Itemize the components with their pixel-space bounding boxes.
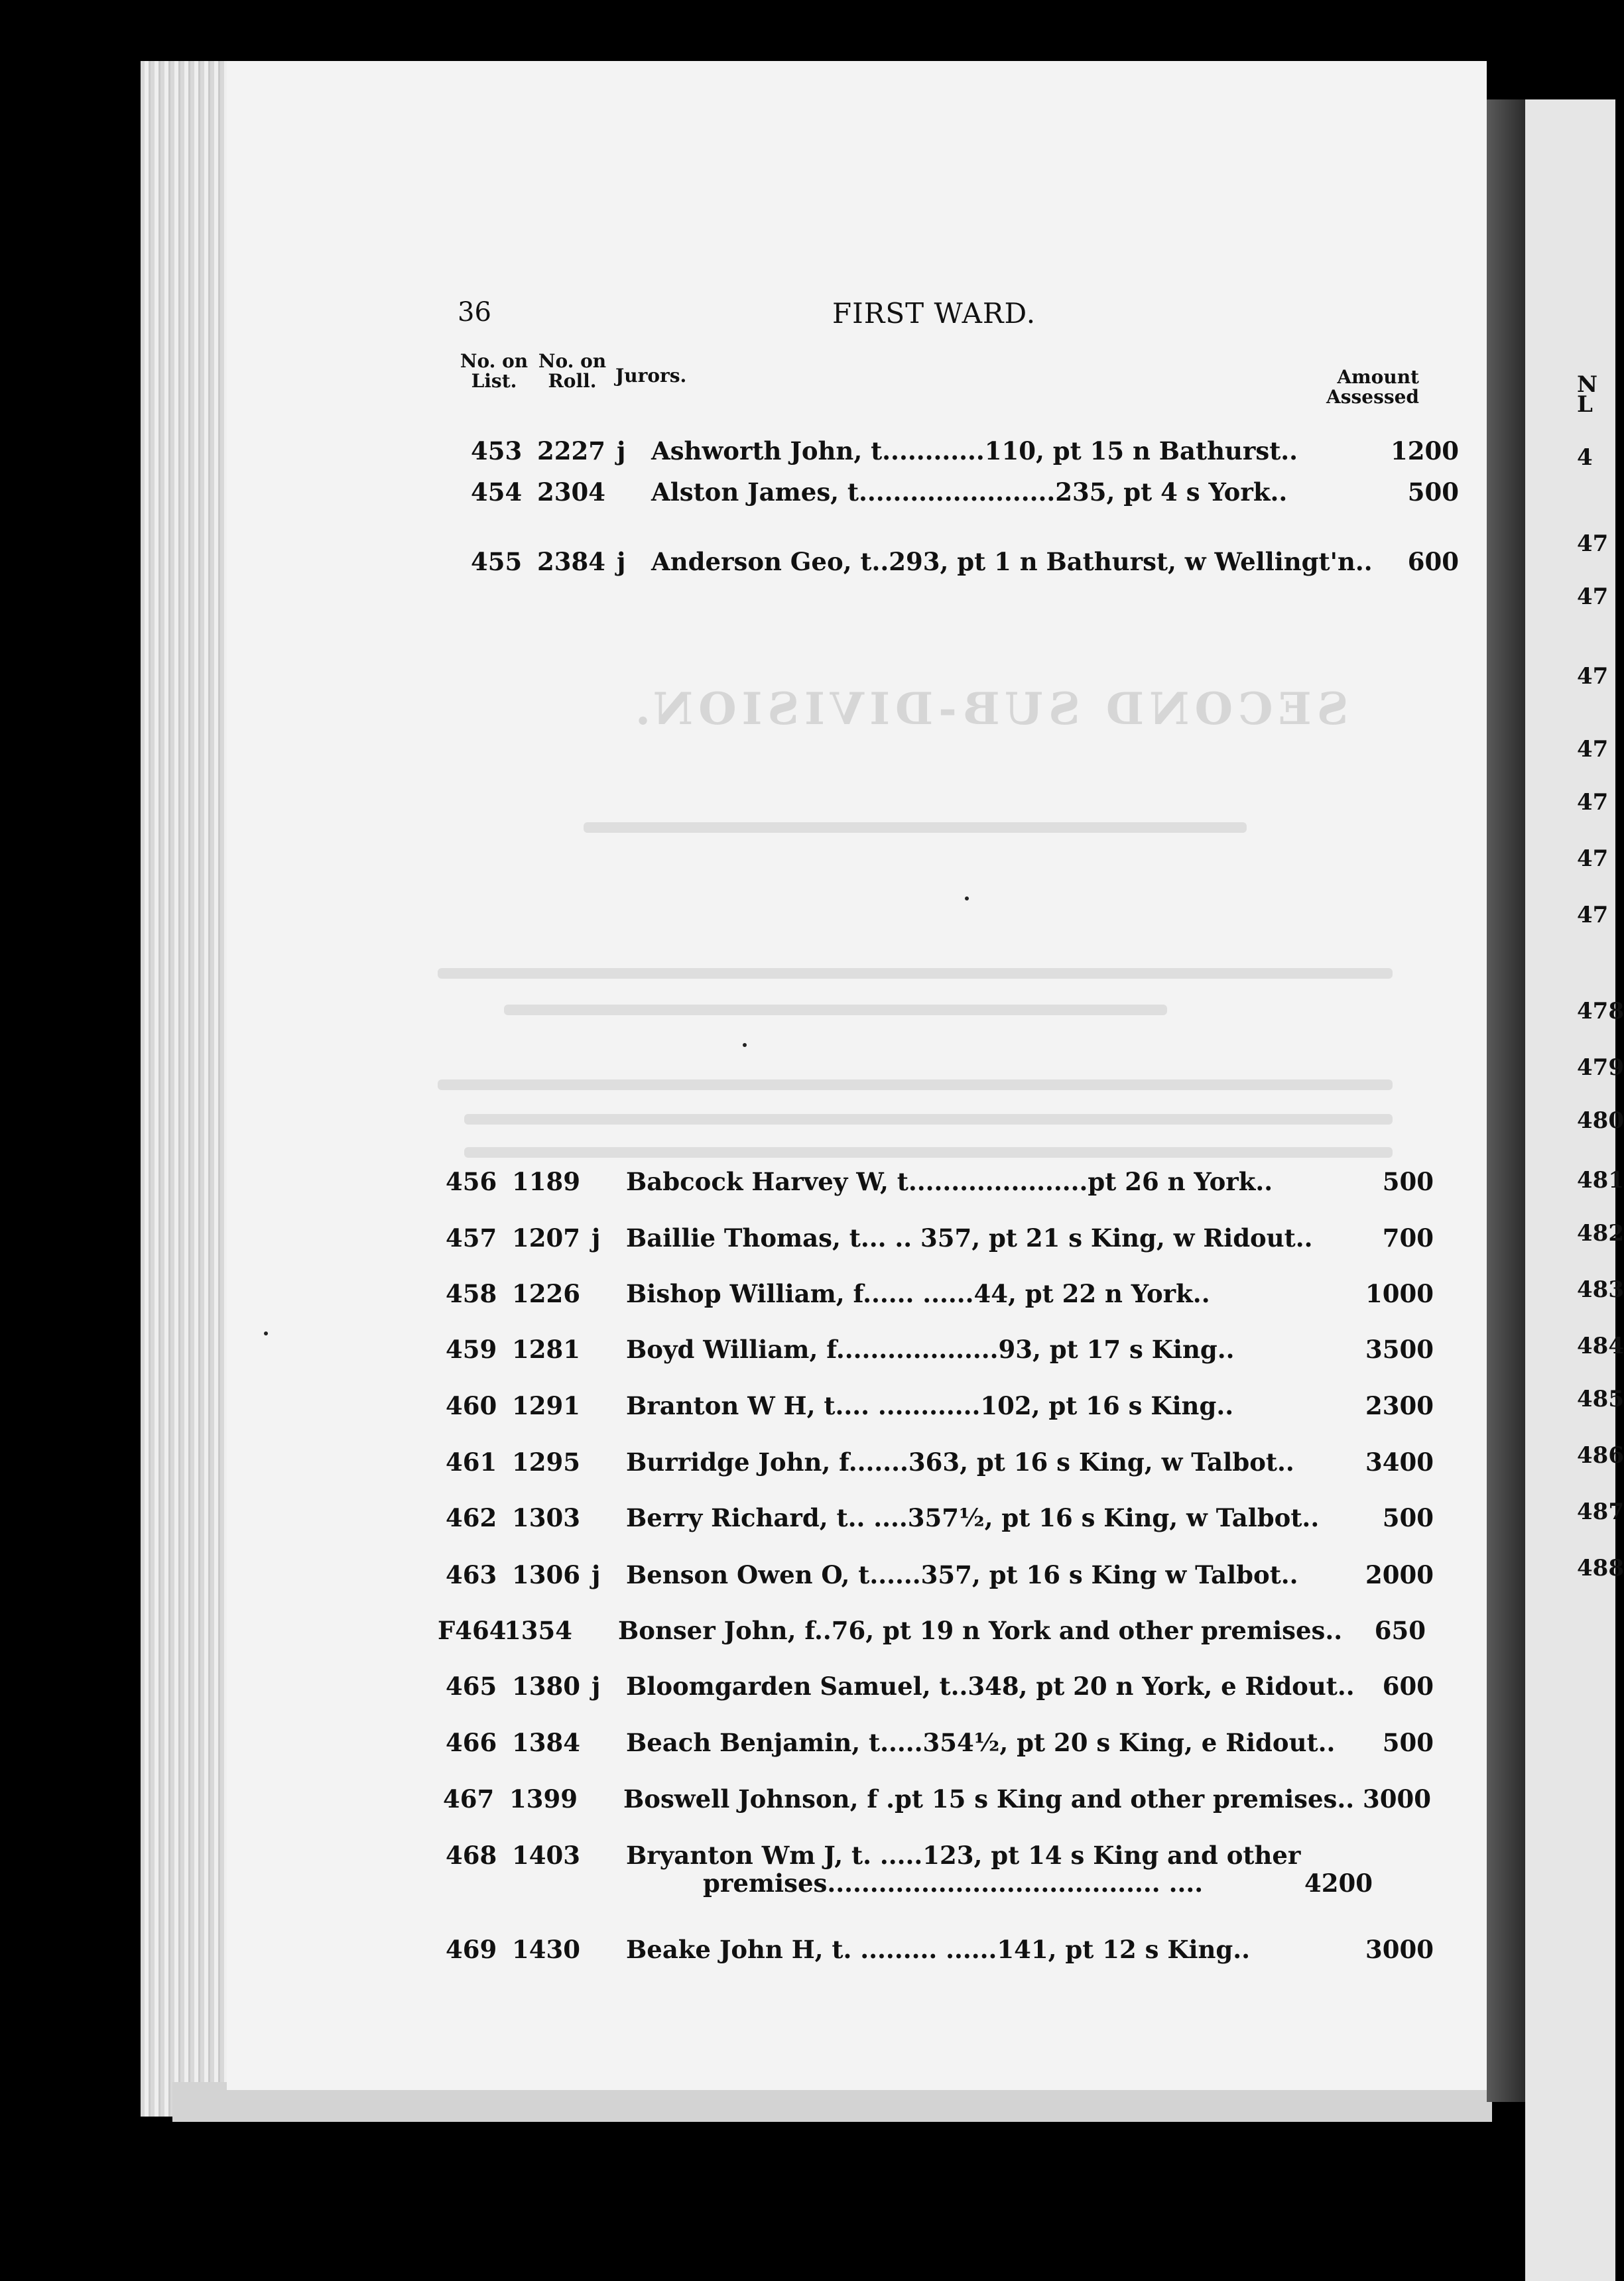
list-number: 461 <box>446 1448 497 1477</box>
continuation-description: premises....................................... .... <box>703 1869 1204 1898</box>
juror-mark: j <box>592 1560 601 1589</box>
list-number: 466 <box>446 1728 497 1757</box>
row-468-continuation <box>703 1869 1373 1898</box>
speck <box>743 1043 747 1047</box>
amount-assessed: 3000 <box>1365 1935 1434 1964</box>
speck <box>264 1331 268 1335</box>
amount-assessed: 500 <box>1407 477 1459 507</box>
roll-number: 1281 <box>512 1335 580 1364</box>
facing-page-number: 479 <box>1577 1054 1624 1081</box>
entry-description: Benson Owen O, t......357, pt 16 s King w Talbot.. <box>626 1560 1298 1589</box>
column-header-list <box>458 351 531 391</box>
entry-description: Boswell Johnson, f .pt 15 s King and other premises.. <box>623 1784 1355 1814</box>
entry-description: Bryanton Wm J, t. .....123, pt 14 s King and other <box>626 1841 1301 1870</box>
amount-assessed: 1000 <box>1365 1279 1434 1308</box>
continuation-amount: 4200 <box>1304 1869 1373 1898</box>
amount-assessed: 500 <box>1382 1167 1434 1196</box>
facing-page-number: 488 <box>1577 1555 1624 1581</box>
facing-page-number: 486 <box>1577 1442 1624 1469</box>
roll-number: 1303 <box>512 1503 580 1532</box>
juror-mark: j <box>592 1223 601 1253</box>
juror-mark: j <box>617 547 626 576</box>
list-number: 457 <box>446 1223 497 1253</box>
facing-page-number: 47 <box>1577 902 1609 928</box>
column-header-amount <box>1320 367 1419 407</box>
facing-page-number: N <box>1577 371 1598 398</box>
roll-number: 1291 <box>512 1391 580 1420</box>
roll-number: 1430 <box>512 1935 580 1964</box>
facing-page-number: 483 <box>1577 1276 1624 1303</box>
facing-page-number: L <box>1577 391 1593 418</box>
entry-description: Alston James, t.......................235, pt 4 s York.. <box>651 477 1288 507</box>
amount-assessed: 3400 <box>1365 1448 1434 1477</box>
roll-number: 1189 <box>512 1167 580 1196</box>
ghost-line <box>438 968 1393 979</box>
list-number: 462 <box>446 1503 497 1532</box>
amount-assessed: 3000 <box>1363 1784 1431 1814</box>
column-header-roll <box>536 351 609 391</box>
facing-page-number: 47 <box>1577 845 1609 872</box>
gutter-shadow <box>1487 99 1527 2102</box>
ghost-line <box>464 1114 1393 1125</box>
facing-page-number: 47 <box>1577 789 1609 816</box>
ghost-line <box>438 1079 1393 1090</box>
amount-assessed: 2300 <box>1365 1391 1434 1420</box>
list-number: 456 <box>446 1167 497 1196</box>
list-number: 459 <box>446 1335 497 1364</box>
amount-assessed: 500 <box>1382 1728 1434 1757</box>
entry-description: Beach Benjamin, t.....354½, pt 20 s King, e Ridout.. <box>626 1728 1336 1757</box>
entry-description: Bonser John, f..76, pt 19 n York and other premises.. <box>618 1616 1343 1645</box>
list-number: 455 <box>471 547 523 576</box>
column-header-roll-line2: Roll. <box>548 370 597 392</box>
list-number: 468 <box>446 1841 497 1870</box>
entry-description: Bloomgarden Samuel, t..348, pt 20 n York, e Ridout.. <box>626 1672 1355 1701</box>
roll-number: 2384 <box>537 547 605 576</box>
entry-description: Anderson Geo, t..293, pt 1 n Bathurst, w Wellingt'n.. <box>651 547 1373 576</box>
entry-description: Branton W H, t.... ............102, pt 16 s King.. <box>626 1391 1234 1420</box>
facing-page-number: 481 <box>1577 1167 1624 1194</box>
entry-description: Beake John H, t. ......... ......141, pt 12 s King.. <box>626 1935 1251 1964</box>
ghost-line <box>584 822 1247 833</box>
facing-page-number: 47 <box>1577 584 1609 610</box>
roll-number: 1380 <box>512 1672 580 1701</box>
column-header-amount-line1: Amount <box>1337 366 1419 388</box>
facing-page-number: 47 <box>1577 663 1609 690</box>
facing-page-number: 478 <box>1577 998 1624 1024</box>
page-edge-left <box>141 61 233 2117</box>
amount-assessed: 650 <box>1374 1616 1426 1645</box>
juror-mark: j <box>592 1672 601 1701</box>
entry-description: Burridge John, f.......363, pt 16 s King, w Talbot.. <box>626 1448 1294 1477</box>
roll-number: 1207 <box>512 1223 580 1253</box>
amount-assessed: 600 <box>1407 547 1459 576</box>
amount-assessed: 600 <box>1382 1672 1434 1701</box>
roll-number: 2227 <box>537 436 605 465</box>
roll-number: 1354 <box>504 1616 572 1645</box>
facing-page-number: 482 <box>1577 1220 1624 1247</box>
list-number: 467 <box>443 1784 495 1814</box>
entry-description: Baillie Thomas, t... .. 357, pt 21 s King, w Ridout.. <box>626 1223 1313 1253</box>
facing-page-number: 485 <box>1577 1386 1624 1412</box>
list-number: 460 <box>446 1391 497 1420</box>
column-header-list-line2: List. <box>471 370 517 392</box>
amount-assessed: 700 <box>1382 1223 1434 1253</box>
list-number: 454 <box>471 477 523 507</box>
facing-page-number: 4 <box>1577 444 1593 471</box>
list-number: 453 <box>471 436 523 465</box>
speck <box>965 896 969 900</box>
ghost-line <box>464 1147 1393 1158</box>
list-number: 469 <box>446 1935 497 1964</box>
roll-number: 1399 <box>509 1784 578 1814</box>
facing-page-number: 487 <box>1577 1499 1624 1525</box>
column-header-jurors: Jurors. <box>615 365 687 387</box>
list-number: 458 <box>446 1279 497 1308</box>
amount-assessed: 2000 <box>1365 1560 1434 1589</box>
entry-description: Babcock Harvey W, t.....................pt 26 n York.. <box>626 1167 1273 1196</box>
roll-number: 1295 <box>512 1448 580 1477</box>
facing-page-number: 47 <box>1577 530 1609 557</box>
roll-number: 1403 <box>512 1841 580 1870</box>
list-number: 465 <box>446 1672 497 1701</box>
amount-assessed: 500 <box>1382 1503 1434 1532</box>
entry-description: Ashworth John, t............110, pt 15 n Bathurst.. <box>651 436 1298 465</box>
roll-number: 1306 <box>512 1560 580 1589</box>
list-number: F464 <box>438 1616 507 1645</box>
amount-assessed: 3500 <box>1365 1335 1434 1364</box>
facing-page-number: 47 <box>1577 736 1609 763</box>
list-number: 463 <box>446 1560 497 1589</box>
facing-page-number: 484 <box>1577 1333 1624 1359</box>
ghost-heading: SECOND SUB-DIVISION. <box>630 683 1349 735</box>
entry-description: Boyd William, f...................93, pt 17 s King.. <box>626 1335 1235 1364</box>
amount-assessed: 1200 <box>1391 436 1459 465</box>
column-header-list-line1: No. on <box>460 350 529 372</box>
page-number: 36 <box>458 297 491 328</box>
ghost-line <box>504 1005 1167 1015</box>
juror-mark: j <box>617 436 626 465</box>
page-header <box>458 297 1412 337</box>
roll-number: 1226 <box>512 1279 580 1308</box>
entry-description: Berry Richard, t.. ....357½, pt 16 s King, w Talbot.. <box>626 1503 1320 1532</box>
roll-number: 1384 <box>512 1728 580 1757</box>
entry-description: Bishop William, f...... ......44, pt 22 n York.. <box>626 1279 1210 1308</box>
facing-page-number: 480 <box>1577 1107 1624 1134</box>
roll-number: 2304 <box>537 477 605 507</box>
column-header-amount-line2: Assessed <box>1326 386 1419 408</box>
ward-title: FIRST WARD. <box>832 297 1036 330</box>
column-header-roll-line1: No. on <box>538 350 607 372</box>
